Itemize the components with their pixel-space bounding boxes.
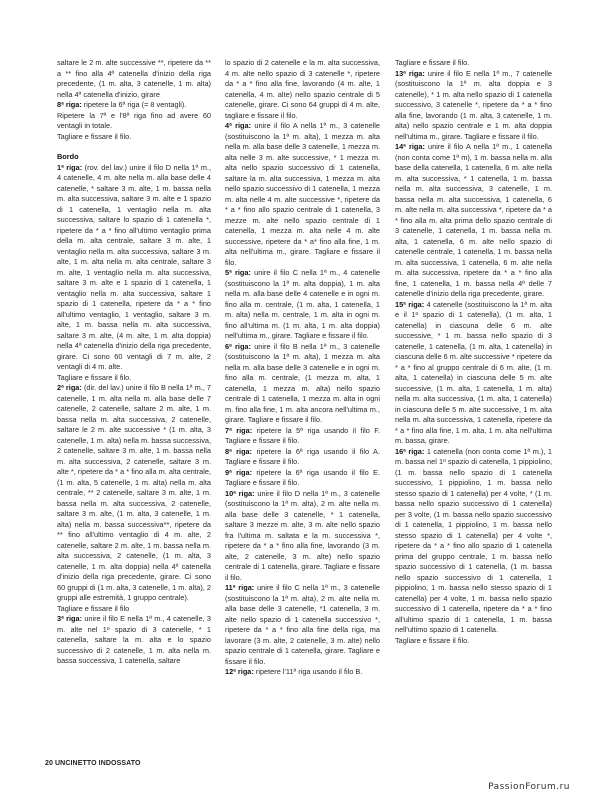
instruction-row — [225, 667, 380, 678]
row-label: 12ª riga: — [225, 667, 254, 676]
instruction-row — [395, 447, 552, 636]
instruction-row — [57, 383, 211, 604]
row-label: 8ª riga: — [57, 100, 82, 109]
text-paragraph — [57, 604, 211, 615]
row-text: ripetere la 6ª riga (= 8 ventagli). — [81, 100, 187, 109]
row-text: ripetere l'11ª riga usando il filo B. — [253, 667, 363, 676]
row-text: unire il filo A nella 1ª m., 1 catenella (non conta come 1ª m), 1 m. bassa nella m. alla base della catenella, 1 catenella, 6 m. alte nella m. alta successiva, * 1 catenella, 1 m. bassa nella m. alta successiva, 3 catenelle, 1 m. bassa nella m. alta successiva, 1 catenella, 6 m. alte nella m. alta successiva *, ripetere da * a * fino alla m. alta prima dello spazio centrale di 3 catenelle, 1 catenella, 1 m. bassa nella m. alta, 1 catenella, 6 m. alte nello spazio di catenelle centrale, 1 catenella, 1 m. bassa nella m. alta successiva, 1 catenella, 6 m. alte nella m. alta successiva, ripetere da * a * fino alla fine, 1 catenella, 1 m. bassa nella 4ª delle 7 catenelle d'inizio della riga precedente, girare. — [395, 142, 552, 298]
instruction-row — [225, 268, 380, 342]
row-text: ripetere la 5ª riga usando il filo F. Tagliare e fissare il filo. — [225, 425, 380, 445]
text-column-1 — [57, 58, 211, 667]
instruction-row — [57, 100, 211, 111]
instruction-row — [225, 342, 380, 426]
row-label: 8ª riga: — [225, 446, 253, 456]
row-text: unire il filo C nella 1ª m., 4 catenelle (sostituiscono la 1ª m. alta doppia), 1 m. alta nella m. alla base delle 4 catenelle e in ogni m. fino alla m. centrale, (1 m. alta, 1 catenella, 1 m. alta) nella m. centrale, 1 m. alta in ogni m. fino all'ultima m. (1 m. alta, 1 m. alta doppia) nell'ultima m., girare. Tagliare e fissare il filo. — [225, 268, 380, 340]
row-text: 1 catenella (non conta come 1ª m.), 1 m. bassa nel 1º spazio di catenella, 1 pippiolino, (1 m. bassa nello spazio di 1 catenella successivo, 1 pippiolino, 1 m. bassa nello stesso spazio di 1 catenella) per 4 volte, * (1 m. bassa nello spazio successivo di 1 catenella) per 3 volte, (1 m. bassa nello spazio successivo di 1 catenella, 1 pippiolino, 1 m. bassa nello stesso spazio di 1 catenella) per 4 volte *, ripetere da * a * fino allo spazio di 1 catenella prima del gruppo centrale, 1 m. bassa nello spazio successivo di 1 catenella, (1 m. bassa nello spazio successivo di 1 catenella, 1 pippiolino, 1 m. bassa nello stesso spazio di 1 catenella) per 4 volte, 1 m. bassa nello spazio successivo di 1 catenella, ripetere da * a * fino all'ultimo spazio di 1 catenella, 1 m. bassa nell'ultimo spazio di 1 catenella. — [395, 446, 552, 634]
row-label: 11ª riga: — [225, 583, 255, 592]
row-label: 3ª riga: — [57, 614, 83, 623]
row-text: Ripetere la 7ª e l'8ª riga fino ad avere 60 ventagli in totale. — [57, 110, 211, 130]
row-label: 14ª riga: — [395, 142, 425, 151]
row-text: Tagliare e fissare il filo. — [57, 372, 132, 382]
row-text: saltare le 2 m. alte successive **, ripetere da ** a ** fino alla 4ª catenella d'inizio della riga precedente, (1 m. alta, 3 catenelle, 1 m. alta) nella 4ª catenella d'inizio, girare — [57, 58, 211, 99]
row-label: 4ª riga: — [225, 121, 252, 130]
row-text: Tagliare e fissare il filo — [57, 603, 130, 613]
row-text: ripetere la 6ª riga usando il filo A. Tagliare e fissare il filo. — [225, 446, 380, 466]
instruction-row — [225, 583, 380, 667]
text-paragraph — [57, 373, 211, 384]
row-text: Tagliare e fissare il filo. — [395, 58, 470, 67]
row-text: unire il filo B nella 1ª m., 3 catenelle (sostituiscono la 1ª m. alta), 1 mezza m. alta nella m. alla base delle 3 catenelle e in ogni m. fino alla m. centrale, (1 mezza m. alta, 1 catenella, 1 mezza m. alta) nello spazio centrale di 1 catenella, 1 mezza m. alta in ogni m. fino alla fine, 1 m. alta ancora nell'ultima m., girare. Tagliare e fissare il filo. — [225, 341, 380, 424]
text-paragraph — [395, 636, 552, 647]
row-text: unire il filo E nella 1ª m., 7 catenelle (sostituiscono la 1ª m. alta doppia e 3 catenelle), * 1 m. alta nello spazio di 1 catenella successivo, 3 catenelle *, ripetere da * a * fino alla fine, lavorando (1 m. alta, 3 catenelle, 1 m. alta) nello spazio centrale e 1 m. alta doppia nell'ultima m., girare. Tagliare e fissare il filo. — [395, 68, 552, 141]
row-label: 5ª riga: — [225, 268, 251, 277]
row-text: (rov. del lav.) unire il filo D nella 1ª m., 4 catenelle, 4 m. alte nella m. alla base delle 4 catenelle, * saltare 3 m. alte, 1 m. bassa nella m. alta successiva, saltare 3 m. alte e 1 spazio di 1 catenella, 1 ventaglio nella m. alta successiva, saltare lo spazio di 1 catenella *, ripetere da * a * fino all'ultimo ventaglio prima della m. alta centrale, saltare 3 m. alte, 1 ventaglio nella m. alta successiva, saltare 3 m. alte, 1 m. alta nella m. alta centrale, saltare 3 m. alte, 1 ventaglio nella m. alta successiva, saltare 3 m. alte e 1 spazio di 1 catenella, 1 ventaglio nella m. alta successiva, saltare 1 spazio di 1 catenella, ripetere da * a * fino all'ultimo ventaglio, 1 ventaglio, saltare 3 m. alte, 1 m. bassa nella m. alta successiva, saltare 3 m. alte, (4 m. alte, 1 m. alta doppia) nella 4ª catenella d'inizio della riga precedente, girare. Ci sono 60 ventagli di 7 m. alte, 2 ventagli di 4 m. alte. — [57, 162, 211, 371]
row-label: 2ª riga: — [57, 383, 82, 392]
row-text: Tagliare e fissare il filo. — [57, 131, 132, 141]
instruction-row — [225, 489, 380, 584]
row-label: 9ª riga: — [225, 467, 253, 477]
page-footer: 20 UNCINETTO INDOSSATO — [45, 760, 141, 767]
text-paragraph — [57, 58, 211, 100]
instruction-row — [225, 468, 380, 489]
text-column-3 — [395, 58, 552, 646]
text-paragraph — [57, 111, 211, 132]
instruction-row — [395, 142, 552, 300]
section-heading: Bordo — [57, 152, 79, 161]
instruction-row — [225, 426, 380, 447]
row-text: unire il filo C nella 1ª m., 3 catenelle (sostituiscono la 1ª m. alta), 2 m. alte nella m. alla base delle 3 catenelle, *1 catenella, 3 m. alte nello spazio di 1 catenella successivo *, ripetere da * a * fino alla fine della riga, ma lavorare (3 m. alte, 2 catenelle, 3 m. alte) nello spazio centrale di 1 catenella, girare. Tagliare e fissare il filo. — [225, 583, 380, 666]
instruction-row — [57, 614, 211, 667]
row-label: 13ª riga: — [395, 68, 425, 78]
row-text: Tagliare e fissare il filo. — [395, 635, 470, 645]
row-label: 6ª riga: — [225, 341, 251, 351]
row-label: 1ª riga: — [57, 162, 83, 172]
row-label: 7ª riga: — [225, 425, 253, 435]
text-paragraph — [225, 58, 380, 121]
watermark: PassionForum.ru — [488, 782, 570, 792]
text-column-2 — [225, 58, 380, 678]
row-text: (dir. del lav.) unire il filo B nella 1ª m., 7 catenelle, 1 m. alta nella m. alla base delle 7 catenelle, 2 catenelle, saltare 2 m. alte, 1 m. bassa nella m. alta successiva, 2 catenelle, saltare le 2 m. alte successive * (1 m. alta, 3 catenelle, 1 m. alta) nella m. bassa successiva, 2 catenelle, saltare 3 m. alte, 1 m. bassa nella m. alta successiva, 2 catenelle, saltare 3 m. alte *, ripetere da * a * fino alla m. alta centrale, (1 m. alta, 5 catenelle, 1 m. alta) nella m. alta centrale, ** 2 catenelle, saltare 3 m. alte, 1 m. bassa nella m. alta successiva, 2 catenelle, saltare 3 m. alte, (1 m. alta, 3 catenelle, 1 m. alta) nella m. bassa successiva**, ripetere da ** fino all'ultimo ventaglio di 4 m. alte, 2 catenelle, saltare 2 m. alte, 1 m. bassa nella m. alta successiva, 2 catenelle, (1 m. alta, 3 catenelle, 1 m. alta doppia) nella 4ª catenella d'inizio della riga precedente, girare. Ci sono 60 gruppi di (1 m. alta, 3 catenelle, 1 m. alta), 2 gruppi alle estremità, 1 gruppo centrale). — [57, 383, 211, 602]
row-text: unire il filo D nella 1ª m., 3 catenelle (sostituiscono la 1ª m. alta), 2 m. alte nella m. alla base delle 3 catenelle, * 1 catenella, saltare 3 mezze m. alte, 3 m. alte nello spazio fra l'ultima m. saltata e la m. successiva *, ripetere da * a * fino alla fine, lavorando (3 m. alte, 2 catenelle, 3 m. alte) nello spazio centrale di 1 catenella, girare. Tagliare e fissare il filo. — [225, 488, 380, 582]
row-label: 16ª riga: — [395, 446, 425, 456]
instruction-row — [225, 447, 380, 468]
row-label: 10ª riga: — [225, 488, 255, 498]
row-text: 4 catenelle (sostituiscono la 1ª m. alta e il 1º spazio di 1 catenella), (1 m. alta, 1 catenella) in ciascuna delle 6 m. alte successive, * 1 m. bassa nello spazio di 3 catenelle, 1 catenella, (1 m. alta, 1 catenella) in ciascuna delle 6 m. alte successive * ripetere da * a * fino al gruppo centrale di 6 m. alte, (1 m. alta, 1 catenella) in ciascuna delle 5 m. alte successive, (1 m. alta, 1 catenella, 1 m. alta) nella m. alta successiva, (1 m. alta, 1 catenella) in ciascuna delle 5 m. alte successive, 1 m. alta nella m. alta successiva, 1 catenella, ripetere da * a * fino alla fine, 1 m. alta, 1 m. alta nell'ultima m. bassa, girare. — [395, 299, 552, 445]
row-text: unire il filo A nella 1ª m., 3 catenelle (sostituiscono la 1ª m. alta), 1 mezza m. alta nella m. alla base delle 3 catenelle, 1 mezza m. alta nelle 3 m. alte successive, * 1 mezza m. alta nello spazio successivo di 1 catenella, saltare la m. alta successiva, 1 mezza m. alta nello spazio successivo di 1 catenella, 1 mezza m. alta nelle 4 m. alte successive *, ripetere da * a * fino allo spazio centrale di 1 catenella, 3 mezze m. alte nello spazio centrale di 1 catenella, 1 mezza m. alta nelle 4 m. alte successive, ripetere da * a* fino alla fine, 1 m. alta nell'ultima m., girare. Tagliare e fissare il filo. — [225, 121, 380, 267]
row-text: lo spazio di 2 catenelle e la m. alta successiva, 4 m. alte nello spazio di 3 catenelle *, ripetere da * a * fino alla fine, lavorando (4 m. alte, 1 catenella, 4 m. alte) nello spazio centrale di 5 catenelle, girare. Ci sono 64 gruppi di 4 m. alte, tagliare e fissare il filo. — [225, 58, 380, 120]
instruction-row — [225, 121, 380, 268]
row-text: unire il filo E nella 1ª m., 4 catenelle, 3 m. alte nel 1º spazio di 3 catenelle, * 1 catenella, saltare la m. alta e lo spazio successivo di 2 catenelle, 1 m. alta nella m. bassa successiva, 1 catenella, saltare — [57, 614, 211, 665]
row-label: 15ª riga: — [395, 299, 425, 309]
row-text: ripetere la 6ª riga usando il filo E. Tagliare e fissare il filo. — [225, 467, 380, 487]
instruction-row — [57, 163, 211, 373]
instruction-row — [395, 69, 552, 143]
text-paragraph — [57, 132, 211, 143]
instruction-row — [395, 300, 552, 447]
text-paragraph — [395, 58, 552, 69]
